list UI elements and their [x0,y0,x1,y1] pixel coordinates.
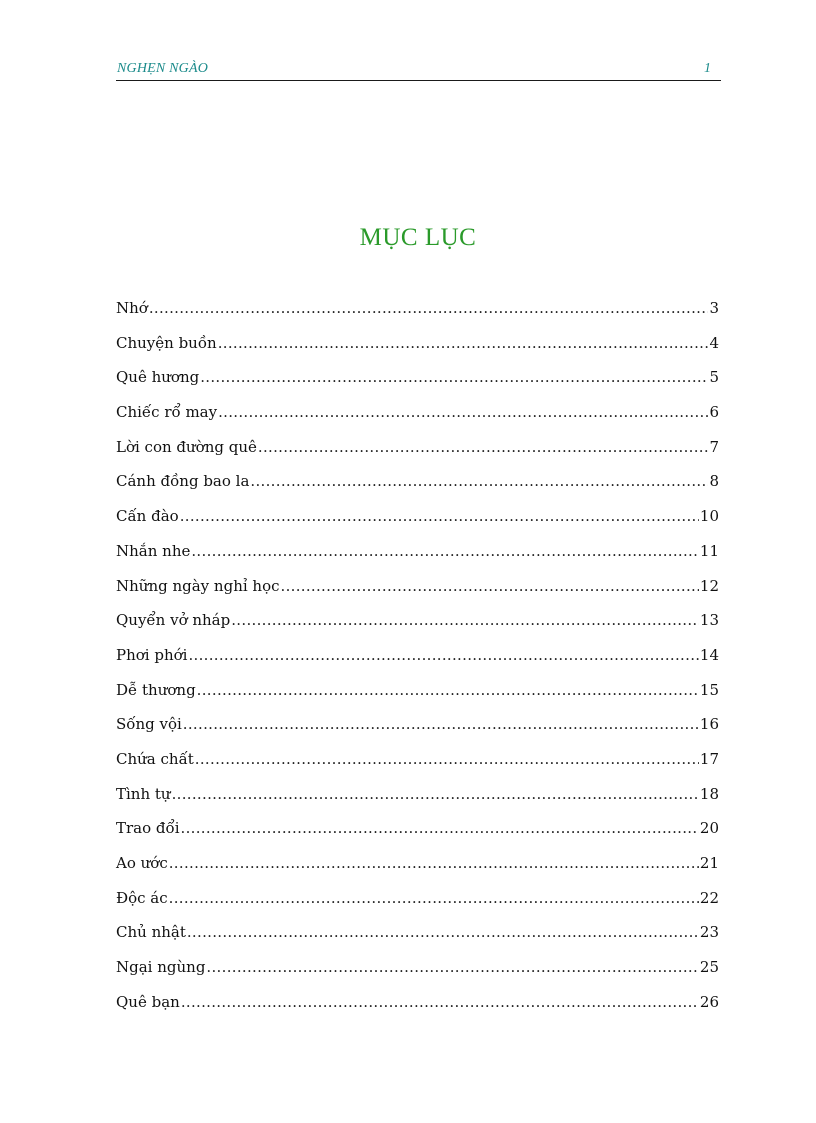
toc-entry[interactable] [116,471,719,506]
dot-leader [149,298,709,318]
toc-entry-title: Ngại ngùng [116,958,206,977]
toc-entry-page: 14 [699,645,719,664]
dot-leader [188,645,698,665]
toc-entry-page: 17 [699,749,719,768]
running-header [116,60,721,81]
toc-entry-page: 8 [709,472,719,491]
toc-entry-title: Quê bạn [116,992,180,1011]
toc-entry[interactable] [116,714,719,749]
toc-entry-page: 20 [699,819,719,838]
toc-entry[interactable] [116,610,719,645]
toc-entry[interactable] [116,298,719,333]
toc-entry-title: Ao ước [116,854,168,872]
dot-leader [169,888,699,908]
toc-entry[interactable] [116,506,719,541]
toc-entry-page: 5 [709,368,719,387]
toc-entry[interactable] [116,888,719,923]
toc-entry-title: Những ngày nghỉ học [116,576,280,595]
dot-leader [206,957,698,977]
toc-entry-page: 23 [699,923,719,942]
dot-leader [197,680,699,700]
toc-entry-page: 7 [709,437,719,456]
toc-entry-page: 12 [699,576,719,595]
toc-entry-page: 6 [709,403,719,422]
toc-entry-title: Cấn đào [116,507,179,526]
dot-leader [172,784,699,804]
page-number: 1 [704,61,711,76]
dot-leader [218,333,709,353]
toc-entry-page: 11 [699,541,719,560]
toc-entry-page: 22 [699,888,719,907]
toc-entry-title: Sống vội [116,715,182,734]
toc-entry-page: 16 [699,715,719,734]
toc-entry-page: 10 [699,507,719,526]
toc-entry-page: 18 [699,784,719,803]
toc-entry[interactable] [116,957,719,992]
toc-entry-title: Cánh đồng bao la [116,472,250,491]
table-of-contents [116,298,719,1026]
toc-entry-title: Chuyện buồn [116,333,217,352]
toc-entry-title: Chủ nhật [116,923,186,942]
toc-entry[interactable] [116,576,719,611]
toc-entry-title: Chiếc rổ may [116,403,218,422]
toc-entry-title: Độc ác [116,888,168,907]
toc-entry[interactable] [116,645,719,680]
dot-leader [258,437,709,457]
dot-leader [181,992,699,1012]
toc-entry[interactable] [116,680,719,715]
dot-leader [191,541,699,561]
dot-leader [200,367,708,387]
toc-entry-title: Tình tự [116,784,171,803]
toc-entry-title: Lời con đường quê [116,437,257,456]
toc-entry-page: 3 [709,299,719,317]
book-title: NGHẸN NGÀO [117,61,209,76]
toc-entry[interactable] [116,541,719,576]
toc-entry-page: 4 [709,333,719,352]
dot-leader [250,471,708,491]
dot-leader [181,818,699,838]
dot-leader [187,922,699,942]
toc-entry-page: 26 [699,992,719,1011]
toc-entry-page: 21 [699,854,719,872]
dot-leader [281,576,699,596]
toc-entry[interactable] [116,749,719,784]
toc-entry-title: Phơi phới [116,645,188,664]
dot-leader [195,749,699,769]
toc-entry-page: 15 [699,680,719,699]
dot-leader [231,610,699,630]
toc-entry[interactable] [116,333,719,368]
toc-entry[interactable] [116,818,719,853]
toc-entry-page: 13 [699,611,719,630]
dot-leader [218,402,708,422]
toc-entry[interactable] [116,922,719,957]
toc-entry-title: Nhớ [116,299,148,317]
toc-entry-title: Dễ thương [116,680,196,699]
toc-title: MỤC LỤC [359,224,477,251]
toc-entry-title: Trao đổi [116,819,180,838]
toc-entry[interactable] [116,367,719,402]
toc-entry[interactable] [116,853,719,888]
toc-entry-title: Nhắn nhe [116,541,191,560]
dot-leader [180,506,699,526]
toc-entry-title: Chứa chất [116,749,194,768]
toc-entry[interactable] [116,784,719,819]
dot-leader [183,714,699,734]
toc-entry-page: 25 [699,958,719,977]
toc-entry[interactable] [116,992,719,1027]
toc-entry[interactable] [116,437,719,472]
toc-entry-title: Quê hương [116,368,200,387]
toc-entry[interactable] [116,402,719,437]
dot-leader [169,853,699,873]
toc-entry-title: Quyển vở nháp [116,611,231,630]
